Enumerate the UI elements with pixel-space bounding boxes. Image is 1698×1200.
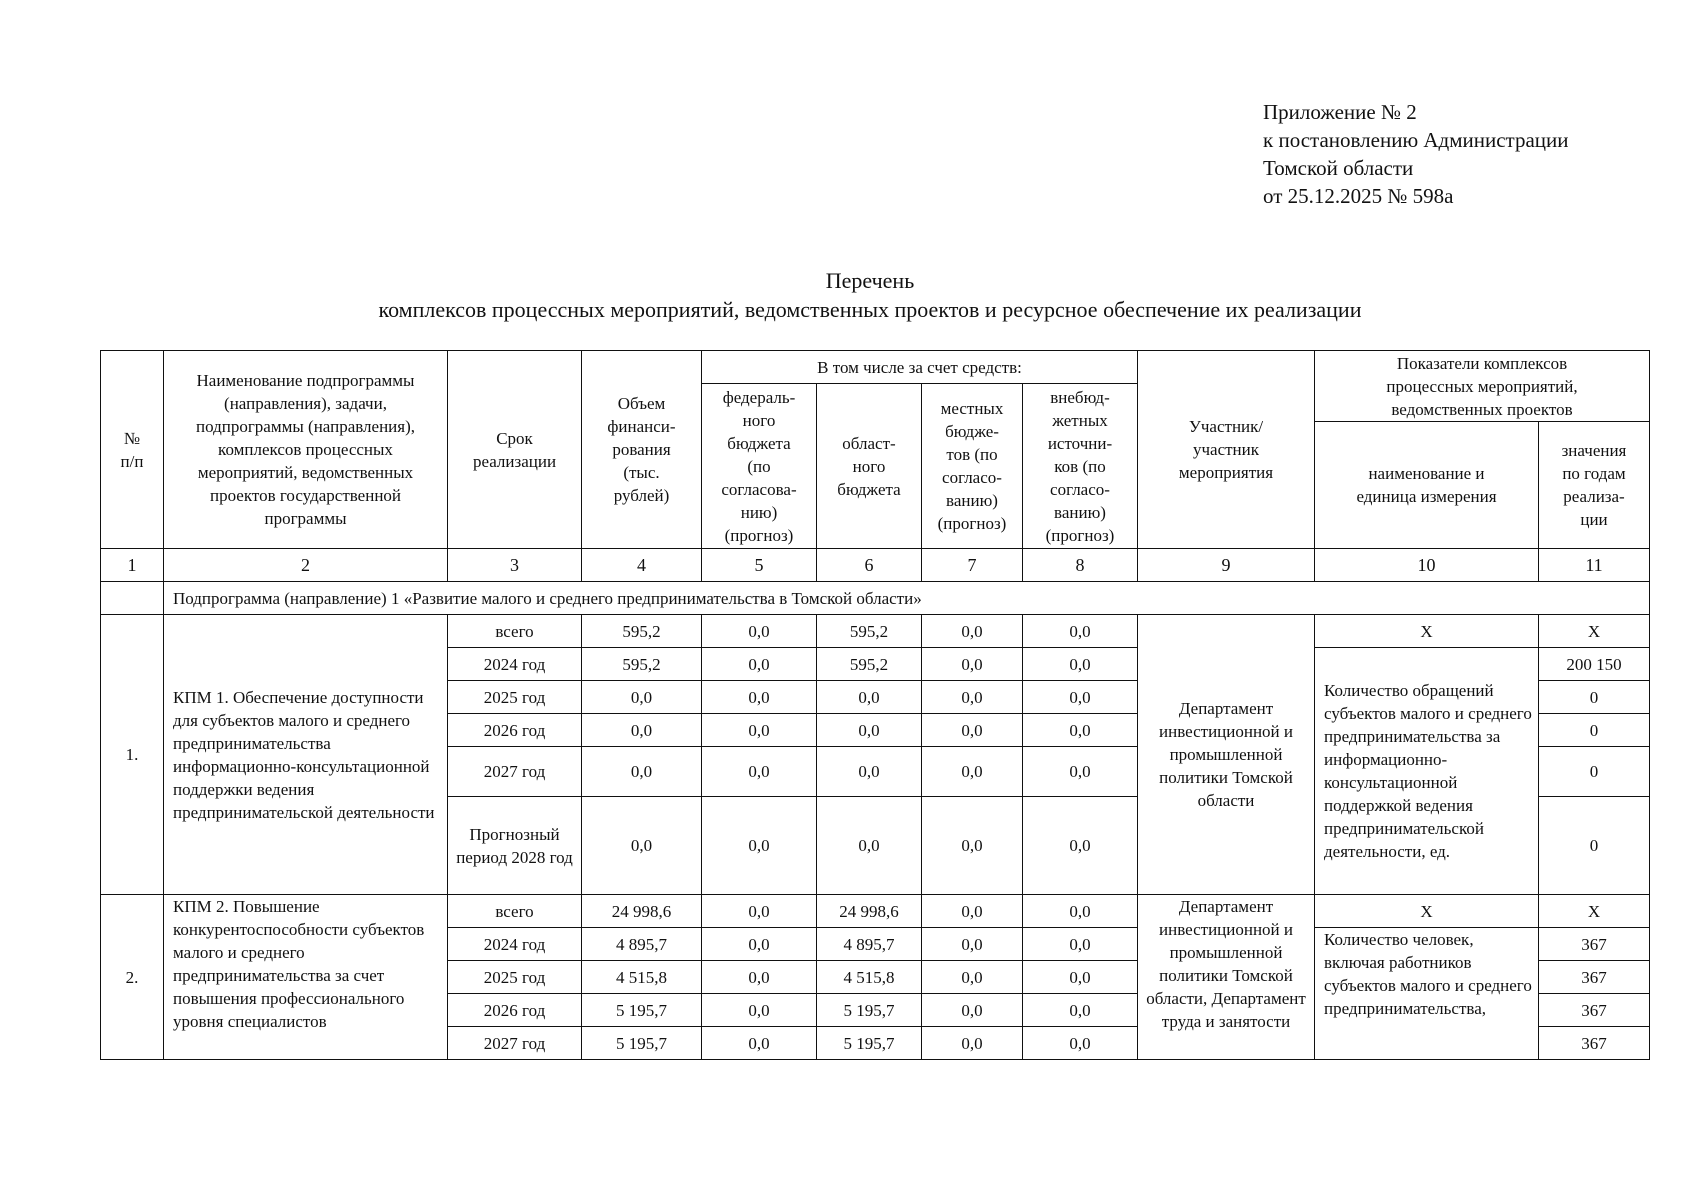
header-number: № п/п bbox=[101, 351, 164, 549]
indicator-value: 0 bbox=[1539, 797, 1650, 895]
participant-cell: Департамент инвестиционной и промышленной политики Томской области, Департамент труда и занятости bbox=[1138, 895, 1315, 1060]
subprogram-number-cell bbox=[101, 582, 164, 615]
column-number: 4 bbox=[582, 549, 702, 582]
federal-cell: 0,0 bbox=[702, 747, 817, 797]
local-cell: 0,0 bbox=[922, 895, 1023, 928]
header-including: В том числе за счет средств: bbox=[702, 351, 1138, 384]
table-row bbox=[101, 895, 1650, 928]
indicator-value: 367 bbox=[1539, 928, 1650, 961]
federal-cell: 0,0 bbox=[702, 648, 817, 681]
title-line-2: комплексов процессных мероприятий, ведомственных проектов и ресурсное обеспечение их реализации bbox=[378, 297, 1362, 322]
indicator-value: 200 150 bbox=[1539, 648, 1650, 681]
indicator-name: Количество обращений субъектов малого и среднего предпринимательства за информационно-консультационной поддержкой ведения предпринимательской деятельности, ед. bbox=[1315, 648, 1539, 895]
extrabudget-cell: 0,0 bbox=[1023, 961, 1138, 994]
local-cell: 0,0 bbox=[922, 747, 1023, 797]
period-cell: 2027 год bbox=[448, 1027, 582, 1060]
subprogram-title: Подпрограмма (направление) 1 «Развитие малого и среднего предпринимательства в Томской области» bbox=[164, 582, 1650, 615]
header-federal: федераль- ного бюджета (по согласова- нию) (прогноз) bbox=[702, 384, 817, 549]
volume-cell: 0,0 bbox=[582, 747, 702, 797]
column-number: 5 bbox=[702, 549, 817, 582]
row-number: 1. bbox=[101, 615, 164, 895]
extrabudget-cell: 0,0 bbox=[1023, 681, 1138, 714]
column-number: 2 bbox=[164, 549, 448, 582]
financing-table bbox=[100, 350, 1650, 1060]
volume-cell: 4 515,8 bbox=[582, 961, 702, 994]
appendix-line-3: Томской области bbox=[1263, 156, 1414, 180]
indicator-value: Х bbox=[1539, 615, 1650, 648]
period-cell: 2025 год bbox=[448, 961, 582, 994]
indicator-name-total: Х bbox=[1315, 895, 1539, 928]
column-number: 7 bbox=[922, 549, 1023, 582]
federal-cell: 0,0 bbox=[702, 615, 817, 648]
federal-cell: 0,0 bbox=[702, 714, 817, 747]
volume-cell: 5 195,7 bbox=[582, 994, 702, 1027]
indicator-value: 0 bbox=[1539, 714, 1650, 747]
extrabudget-cell: 0,0 bbox=[1023, 714, 1138, 747]
appendix-line-2: к постановлению Администрации bbox=[1263, 128, 1569, 152]
federal-cell: 0,0 bbox=[702, 895, 817, 928]
column-number: 1 bbox=[101, 549, 164, 582]
federal-cell: 0,0 bbox=[702, 994, 817, 1027]
period-cell: Прогнозный период 2028 год bbox=[448, 797, 582, 895]
document-title bbox=[0, 266, 1698, 324]
indicator-value: 0 bbox=[1539, 681, 1650, 714]
indicator-name: Количество человек, включая работников субъектов малого и среднего предпринимательства, bbox=[1315, 928, 1539, 1060]
kpm-name: КПМ 2. Повышение конкурентоспособности субъектов малого и среднего предпринимательства за счет повышения профессионального уровня специалистов bbox=[164, 895, 448, 1060]
period-cell: 2024 год bbox=[448, 648, 582, 681]
local-cell: 0,0 bbox=[922, 961, 1023, 994]
column-number-row bbox=[101, 549, 1650, 582]
period-cell: 2024 год bbox=[448, 928, 582, 961]
indicator-name-total: Х bbox=[1315, 615, 1539, 648]
column-number: 11 bbox=[1539, 549, 1650, 582]
header-volume: Объем финанси- рования (тыс. рублей) bbox=[582, 351, 702, 549]
indicator-value: 367 bbox=[1539, 994, 1650, 1027]
regional-cell: 24 998,6 bbox=[817, 895, 922, 928]
header-name: Наименование подпрограммы (направления), задачи, подпрограммы (направления), комплексов процессных мероприятий, ведомственных проектов государственной программы bbox=[164, 351, 448, 549]
federal-cell: 0,0 bbox=[702, 961, 817, 994]
appendix-line-1: Приложение № 2 bbox=[1263, 100, 1417, 124]
indicator-value: 0 bbox=[1539, 747, 1650, 797]
regional-cell: 0,0 bbox=[817, 681, 922, 714]
federal-cell: 0,0 bbox=[702, 681, 817, 714]
local-cell: 0,0 bbox=[922, 648, 1023, 681]
header-participant: Участник/ участник мероприятия bbox=[1138, 351, 1315, 549]
regional-cell: 595,2 bbox=[817, 615, 922, 648]
title-line-1: Перечень bbox=[825, 268, 915, 293]
local-cell: 0,0 bbox=[922, 681, 1023, 714]
regional-cell: 5 195,7 bbox=[817, 994, 922, 1027]
volume-cell: 595,2 bbox=[582, 648, 702, 681]
local-cell: 0,0 bbox=[922, 928, 1023, 961]
header-extrabudget: внебюд- жетных источни- ков (по согласо- ванию) (прогноз) bbox=[1023, 384, 1138, 549]
volume-cell: 0,0 bbox=[582, 681, 702, 714]
header-indicator-values: значения по годам реализа- ции bbox=[1539, 422, 1650, 549]
indicator-value: 367 bbox=[1539, 961, 1650, 994]
column-number: 3 bbox=[448, 549, 582, 582]
period-cell: всего bbox=[448, 615, 582, 648]
column-number: 6 bbox=[817, 549, 922, 582]
header-period: Срок реализации bbox=[448, 351, 582, 549]
appendix-block bbox=[1263, 98, 1569, 210]
row-number: 2. bbox=[101, 895, 164, 1060]
federal-cell: 0,0 bbox=[702, 1027, 817, 1060]
local-cell: 0,0 bbox=[922, 714, 1023, 747]
local-cell: 0,0 bbox=[922, 615, 1023, 648]
header-regional: област- ного бюджета bbox=[817, 384, 922, 549]
volume-cell: 595,2 bbox=[582, 615, 702, 648]
volume-cell: 5 195,7 bbox=[582, 1027, 702, 1060]
kpm-name: КПМ 1. Обеспечение доступности для субъектов малого и среднего предпринимательства информационно-консультационной поддержки ведения предпринимательской деятельности bbox=[164, 615, 448, 895]
column-number: 9 bbox=[1138, 549, 1315, 582]
extrabudget-cell: 0,0 bbox=[1023, 928, 1138, 961]
extrabudget-cell: 0,0 bbox=[1023, 747, 1138, 797]
regional-cell: 5 195,7 bbox=[817, 1027, 922, 1060]
federal-cell: 0,0 bbox=[702, 928, 817, 961]
volume-cell: 4 895,7 bbox=[582, 928, 702, 961]
subprogram-row bbox=[101, 582, 1650, 615]
header-indicators: Показатели комплексов процессных мероприятий, ведомственных проектов bbox=[1315, 351, 1650, 422]
volume-cell: 0,0 bbox=[582, 714, 702, 747]
regional-cell: 0,0 bbox=[817, 797, 922, 895]
regional-cell: 0,0 bbox=[817, 747, 922, 797]
regional-cell: 0,0 bbox=[817, 714, 922, 747]
extrabudget-cell: 0,0 bbox=[1023, 615, 1138, 648]
appendix-line-4: от 25.12.2025 № 598а bbox=[1263, 184, 1454, 208]
extrabudget-cell: 0,0 bbox=[1023, 895, 1138, 928]
period-cell: 2026 год bbox=[448, 994, 582, 1027]
extrabudget-cell: 0,0 bbox=[1023, 1027, 1138, 1060]
local-cell: 0,0 bbox=[922, 994, 1023, 1027]
header-indicator-name: наименование и единица измерения bbox=[1315, 422, 1539, 549]
local-cell: 0,0 bbox=[922, 797, 1023, 895]
extrabudget-cell: 0,0 bbox=[1023, 797, 1138, 895]
participant-cell: Департамент инвестиционной и промышленной политики Томской области bbox=[1138, 615, 1315, 895]
period-cell: всего bbox=[448, 895, 582, 928]
column-number: 10 bbox=[1315, 549, 1539, 582]
federal-cell: 0,0 bbox=[702, 797, 817, 895]
period-cell: 2026 год bbox=[448, 714, 582, 747]
header-local: местных бюдже- тов (по согласо- ванию) (прогноз) bbox=[922, 384, 1023, 549]
local-cell: 0,0 bbox=[922, 1027, 1023, 1060]
indicator-value: 367 bbox=[1539, 1027, 1650, 1060]
regional-cell: 595,2 bbox=[817, 648, 922, 681]
period-cell: 2025 год bbox=[448, 681, 582, 714]
regional-cell: 4 515,8 bbox=[817, 961, 922, 994]
table-row bbox=[101, 615, 1650, 648]
regional-cell: 4 895,7 bbox=[817, 928, 922, 961]
extrabudget-cell: 0,0 bbox=[1023, 994, 1138, 1027]
volume-cell: 0,0 bbox=[582, 797, 702, 895]
column-number: 8 bbox=[1023, 549, 1138, 582]
extrabudget-cell: 0,0 bbox=[1023, 648, 1138, 681]
period-cell: 2027 год bbox=[448, 747, 582, 797]
indicator-value: Х bbox=[1539, 895, 1650, 928]
volume-cell: 24 998,6 bbox=[582, 895, 702, 928]
